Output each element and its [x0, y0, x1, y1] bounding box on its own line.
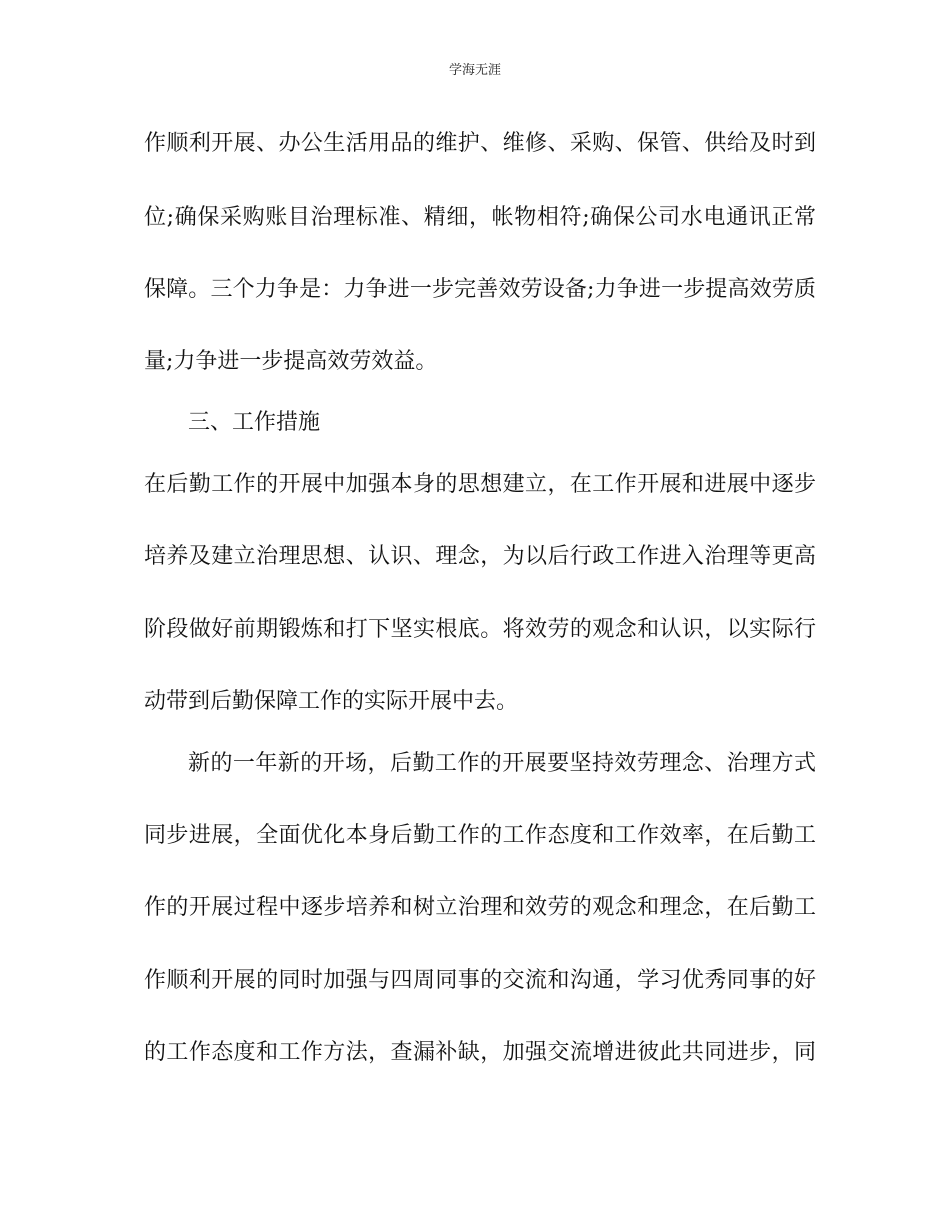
text-line: 同步进展，全面优化本身后勤工作的工作态度和工作效率，在后勤工 [144, 823, 816, 848]
text-line: 作的开展过程中逐步培养和树立治理和效劳的观念和理念，在后勤工 [144, 895, 816, 920]
text-line: 作顺利开展、办公生活用品的维护、维修、采购、保管、供给及时到 [144, 131, 816, 156]
text-line: 作顺利开展的同时加强与四周同事的交流和沟通，学习优秀同事的好 [144, 968, 816, 993]
text-line: 的工作态度和工作方法，查漏补缺，加强交流增进彼此共同进步，同 [144, 1040, 816, 1065]
text-line: 动带到后勤保障工作的实际开展中去。 [144, 689, 519, 714]
text-line: 阶段做好前期锻炼和打下坚实根底。将效劳的观念和认识，以实际行 [144, 617, 816, 642]
text-line: 新的一年新的开场，后勤工作的开展要坚持效劳理念、治理方式 [188, 751, 816, 776]
text-line: 培养及建立治理思想、认识、理念，为以后行政工作进入治理等更高 [144, 544, 816, 569]
section-heading: 三、工作措施 [188, 410, 321, 435]
text-line: 位;确保采购账目治理标准、精细，帐物相符;确保公司水电通讯正常 [144, 205, 816, 230]
page-header: 学海无涯 [448, 63, 501, 78]
text-line: 量;力争进一步提高效劳效益。 [144, 349, 438, 374]
text-line: 保障。三个力争是：力争进一步完善效劳设备;力争进一步提高效劳质 [144, 277, 816, 302]
text-line: 在后勤工作的开展中加强本身的思想建立，在工作开展和进展中逐步 [144, 472, 816, 497]
